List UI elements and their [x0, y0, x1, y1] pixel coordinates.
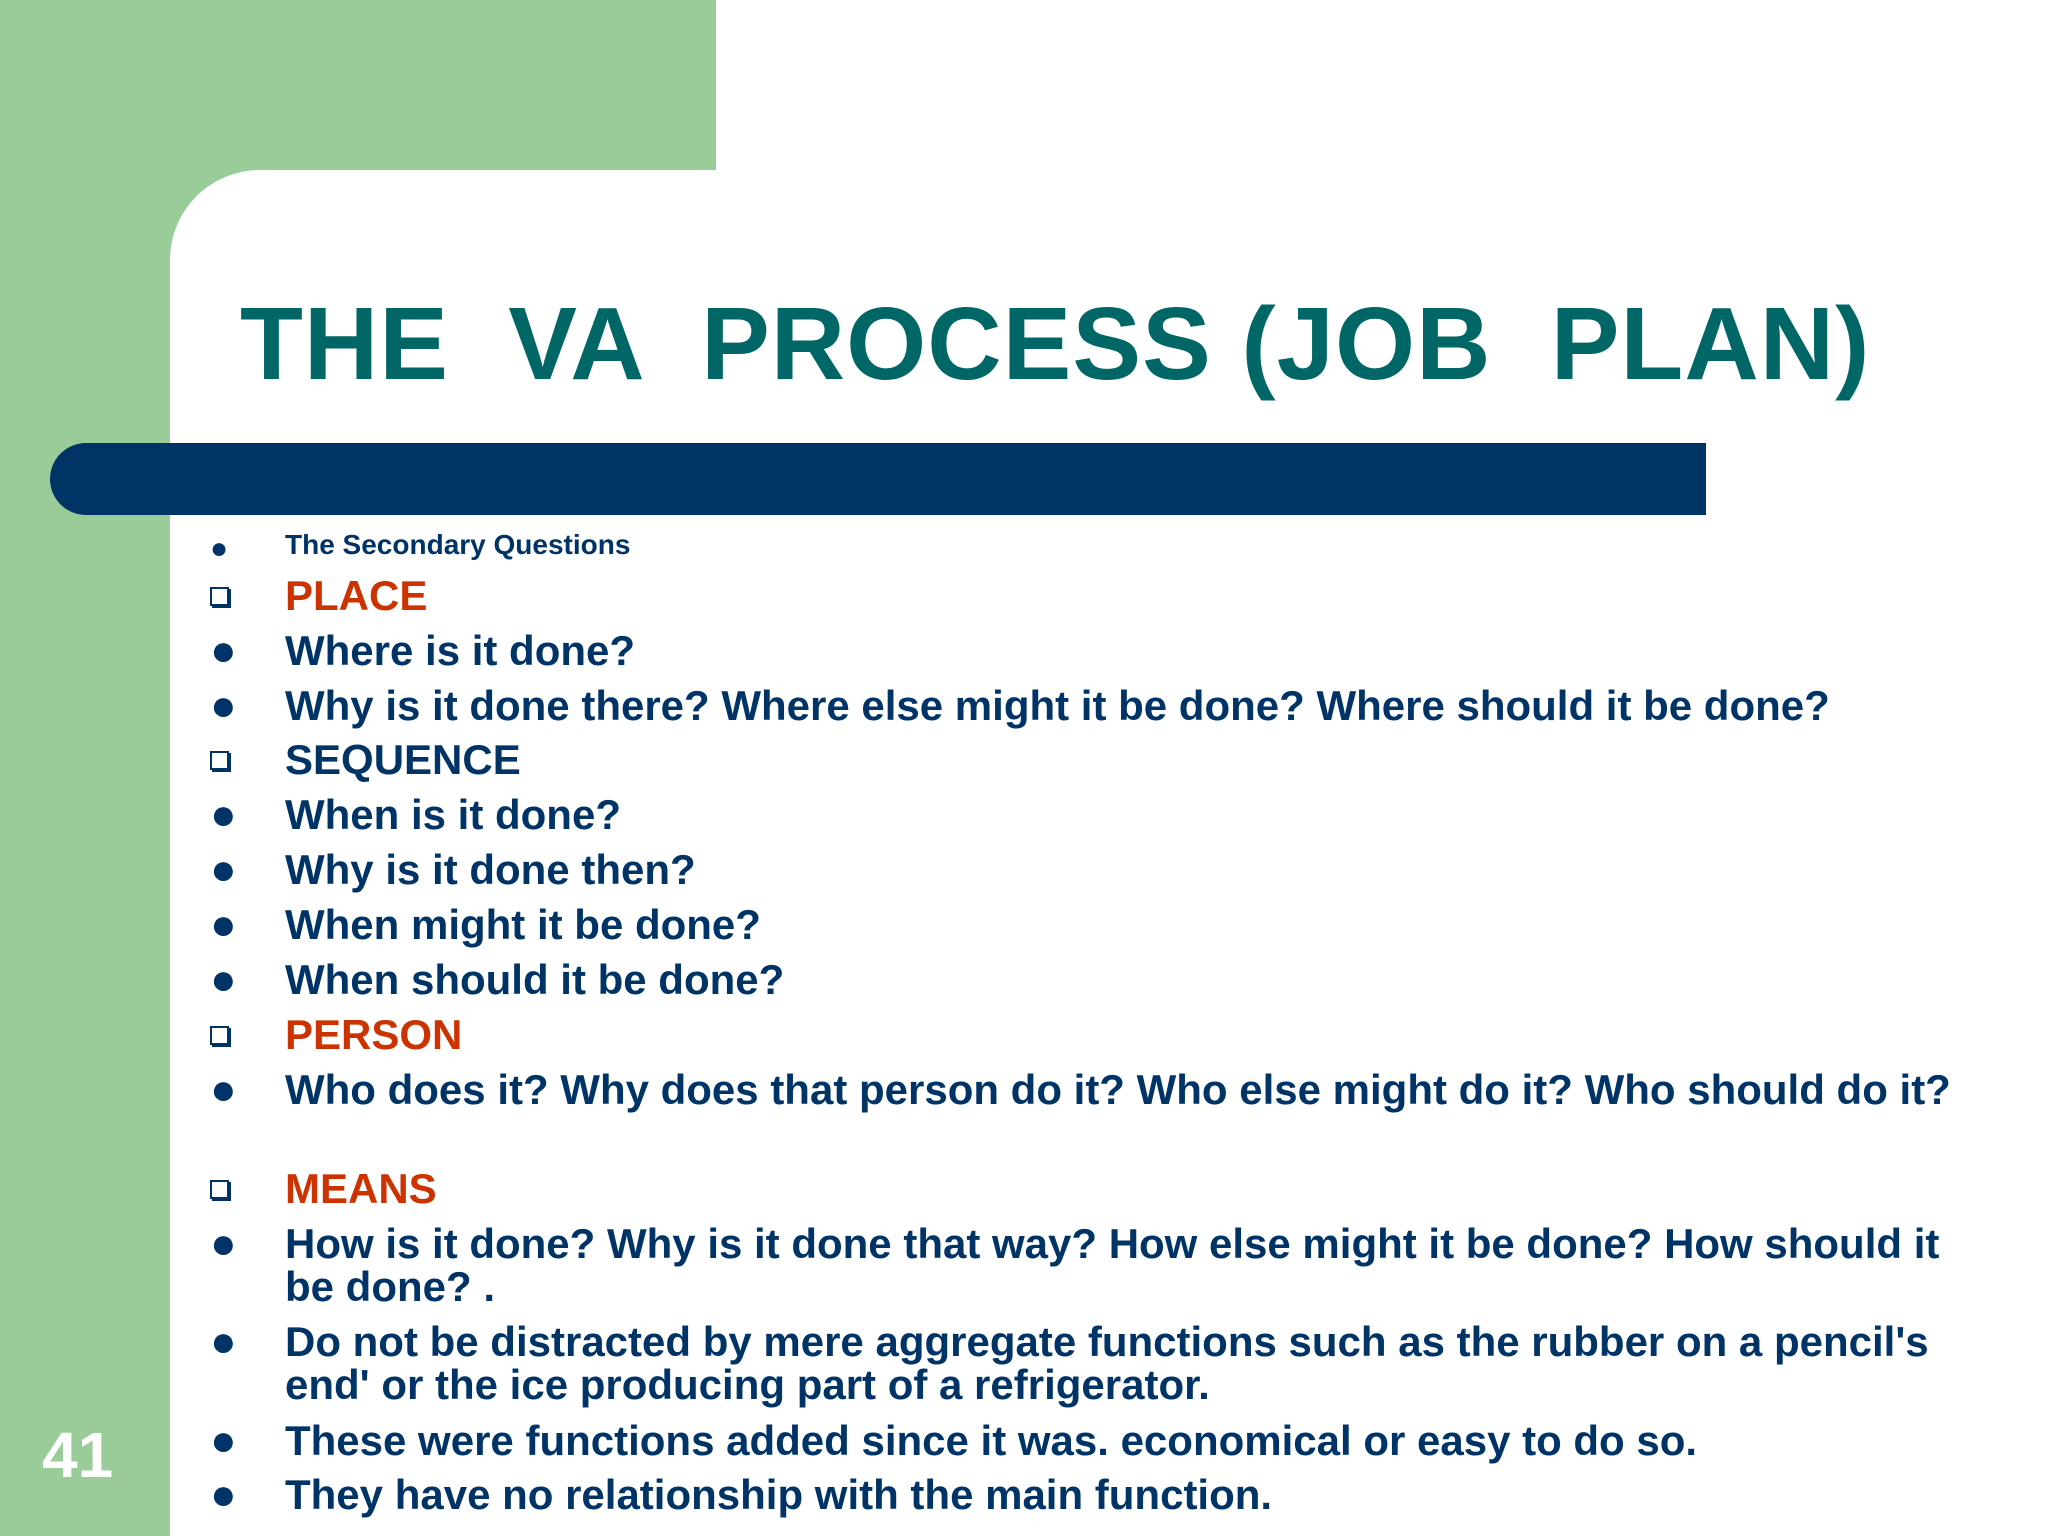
list-item-text: When is it done?	[285, 791, 621, 838]
list-item-text: How is it done? Why is it done that way? How else might it be done? How should it be done? .	[285, 1220, 1940, 1310]
section-heading: SEQUENCE	[285, 736, 521, 783]
list-item-text: They have no relationship with the main function.	[285, 1471, 1273, 1518]
bullet-icon: ●	[210, 626, 237, 675]
list-item-text: Who does it? Why does that person do it? Who else might do it? Who should do it?	[285, 1066, 1951, 1113]
slide-number: 41	[42, 1419, 114, 1491]
bullet-icon: ●	[210, 1416, 237, 1465]
section-heading: PLACE	[285, 572, 428, 619]
title-underline-bar	[50, 443, 1706, 515]
slide-title: THE VA PROCESS (JOB PLAN)	[240, 286, 1871, 401]
list-item-text: Why is it done then?	[285, 846, 696, 893]
checkbox-icon	[210, 587, 229, 606]
bullet-icon: ●	[210, 900, 237, 949]
list-item-text: These were functions added since it was. economical or easy to do so.	[285, 1417, 1698, 1464]
bullet-icon: ●	[210, 790, 237, 839]
list-item-text: Do not be distracted by mere aggregate functions such as the rubber on a pencil's end' or the ice producing part of a refrigerator.	[285, 1318, 1929, 1408]
bullet-icon: ●	[210, 1219, 237, 1268]
bullet-icon: ●	[210, 532, 229, 565]
bullet-icon: ●	[210, 681, 237, 730]
list-item-text: When might it be done?	[285, 901, 761, 948]
bullet-icon: ●	[210, 1317, 237, 1366]
list-item-text: When should it be done?	[285, 956, 785, 1003]
list-item-text: The Secondary Questions	[285, 529, 631, 560]
bullet-icon: ●	[210, 955, 237, 1004]
checkbox-icon	[210, 1026, 229, 1045]
checkbox-icon	[210, 1180, 229, 1199]
section-heading: MEANS	[285, 1165, 437, 1212]
section-heading: PERSON	[285, 1011, 463, 1058]
list-item-text: Why is it done there? Where else might it be done? Where should it be done?	[285, 682, 1830, 729]
bullet-icon: ●	[210, 845, 237, 894]
checkbox-icon	[210, 751, 229, 770]
bullet-icon: ●	[210, 1470, 237, 1519]
bullet-icon: ●	[210, 1065, 237, 1114]
list-item-text: Where is it done?	[285, 627, 636, 674]
